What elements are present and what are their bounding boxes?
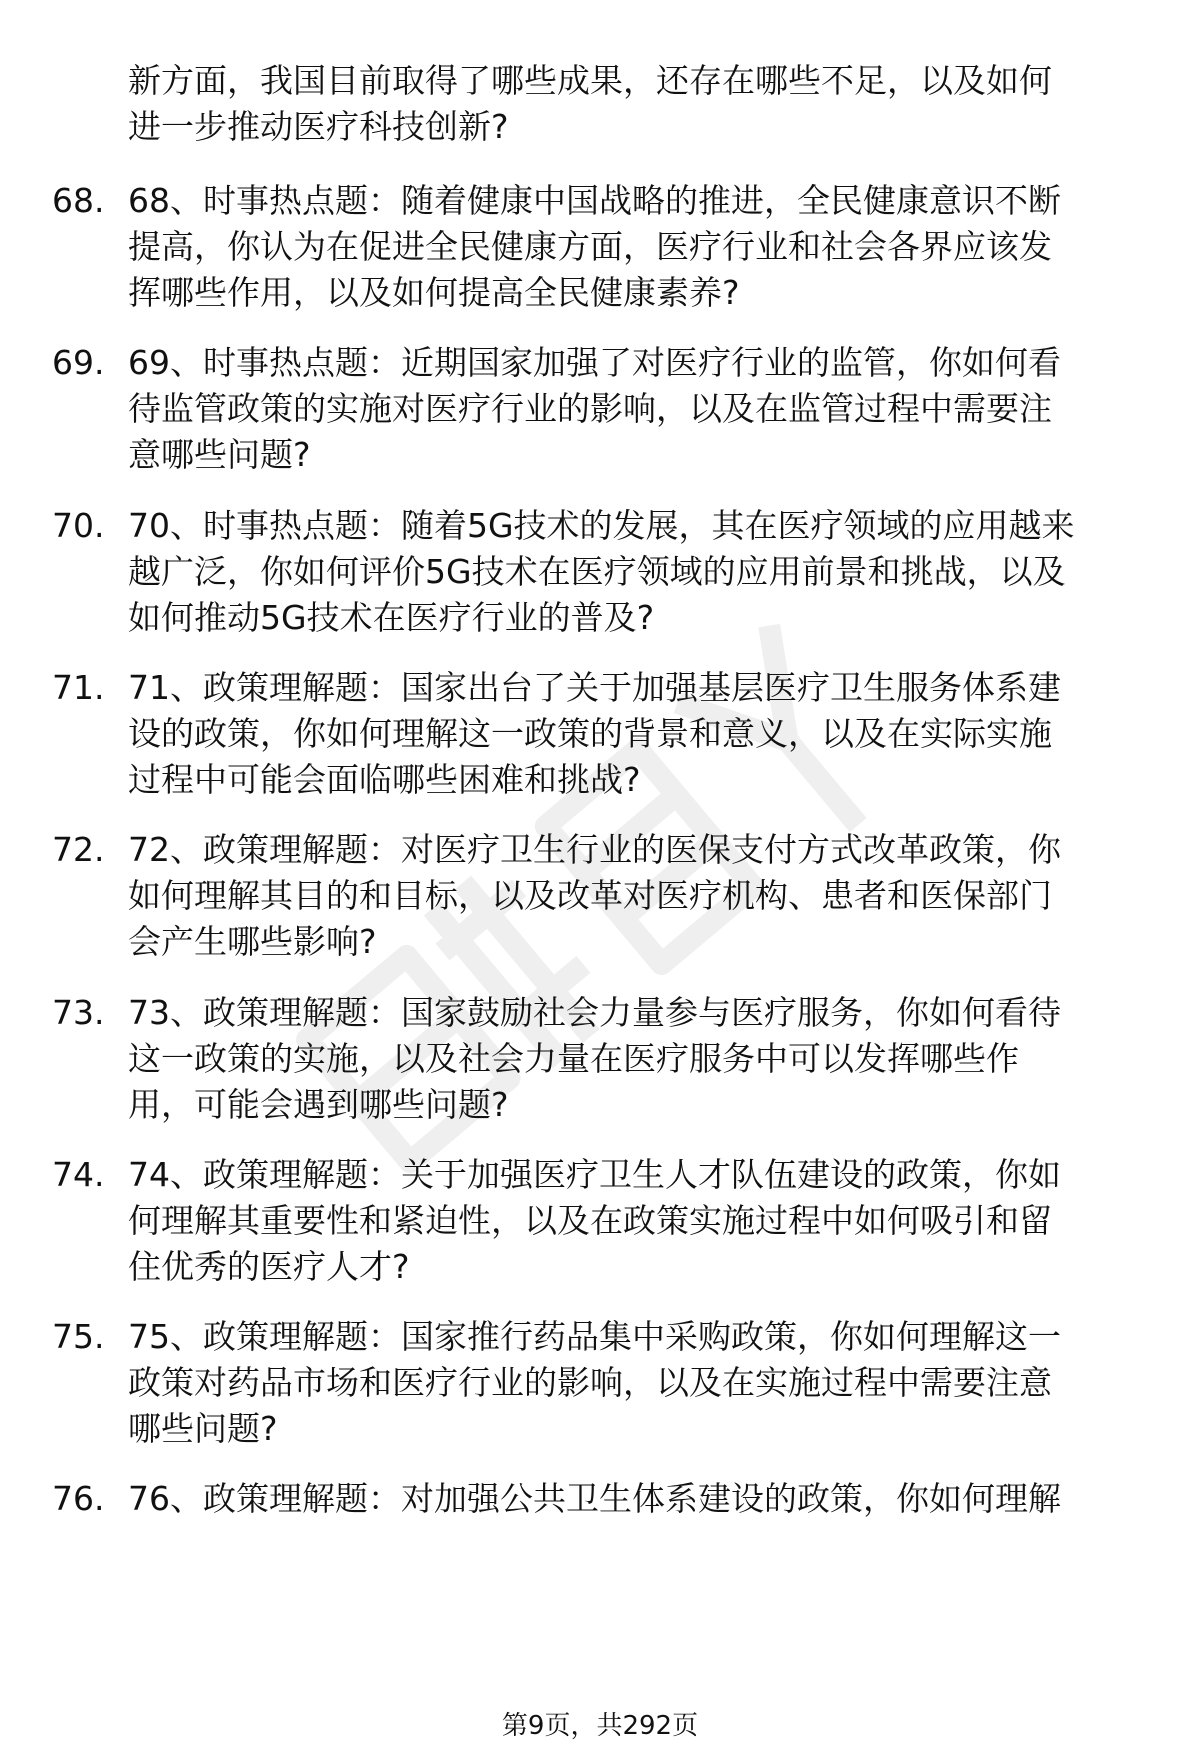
item-text: 76、政策理解题：对加强公共卫生体系建设的政策，你如何理解 [128,1479,1061,1518]
item-text: 75、政策理解题：国家推行药品集中采购政策，你如何理解这一 政策对药品市场和医疗行业的影响，以及在实施过程中需要注意 哪些问题? [128,1317,1061,1448]
item-text: 68、时事热点题：随着健康中国战略的推进，全民健康意识不断 提高，你认为在促进全民健康方面，医疗行业和社会各界应该发 挥哪些作用，以及如何提高全民健康素养? [128,181,1061,312]
item-number: 70. [52,506,105,545]
item-text: 69、时事热点题：近期国家加强了对医疗行业的监管，你如何看 待监管政策的实施对医疗行业的影响，以及在监管过程中需要注 意哪些问题? [128,343,1061,474]
item-number: 75. [52,1317,105,1356]
item-number: 71. [52,668,105,707]
item-text: 74、政策理解题：关于加强医疗卫生人才队伍建设的政策，你如 何理解其重要性和紧迫性，以及在政策实施过程中如何吸引和留 住优秀的医疗人才? [128,1155,1061,1286]
item-text: 73、政策理解题：国家鼓励社会力量参与医疗服务，你如何看待 这一政策的实施，以及社会力量在医疗服务中可以发挥哪些作 用，可能会遇到哪些问题? [128,993,1061,1124]
item-text: 70、时事热点题：随着5G技术的发展，其在医疗领域的应用越来 越广泛，你如何评价5G技术在医疗领域的应用前景和挑战，以及 如何推动5G技术在医疗行业的普及? [128,506,1075,637]
item-number: 68. [52,181,105,220]
item-number: 72. [52,830,105,869]
item-number: 69. [52,343,105,382]
continuation-paragraph: 新方面，我国目前取得了哪些成果，还存在哪些不足，以及如何 进一步推动医疗科技创新? [128,61,1052,146]
page-footer: 第9页，共292页 [501,1711,699,1741]
item-text: 71、政策理解题：国家出台了关于加强基层医疗卫生服务体系建 设的政策，你如何理解这一政策的背景和意义，以及在实际实施 过程中可能会面临哪些困难和挑战? [128,668,1061,799]
item-number: 74. [52,1155,105,1194]
item-text: 72、政策理解题：对医疗卫生行业的医保支付方式改革政策，你 如何理解其目的和目标，以及改革对医疗机构、患者和医保部门 会产生哪些影响? [128,830,1061,961]
item-number: 76. [52,1479,105,1518]
item-number: 73. [52,993,105,1032]
